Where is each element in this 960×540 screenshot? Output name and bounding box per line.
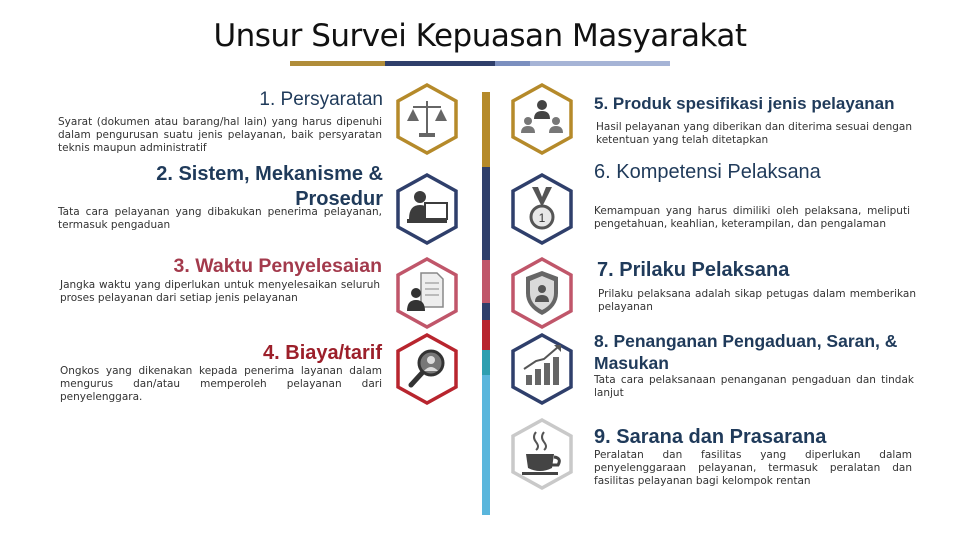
- item-9-title: 9. Sarana dan Prasarana: [594, 426, 827, 448]
- team-icon: [510, 83, 574, 155]
- officer-desk-icon: [395, 173, 459, 245]
- item-1-description: Syarat (dokumen atau barang/hal lain) yang harus dipenuhi dalam pengurusan suatu jenis pelayanan, baik persyaratan teknis maupun administratif: [58, 116, 382, 154]
- timeline-segment-mauve: [482, 260, 490, 303]
- item-2-title: 2. Sistem, Mekanisme & Prosedur: [156, 163, 383, 210]
- item-8-title: 8. Penanganan Pengaduan, Saran, & Masukan: [594, 331, 898, 373]
- timeline-segment-navy: [482, 167, 490, 260]
- item-6-title: 6. Kompetensi Pelaksana: [594, 161, 821, 183]
- item-3-description: Jangka waktu yang diperlukan untuk menyelesaikan seluruh proses pelayanan dari setiap jenis pelayanan: [60, 279, 380, 304]
- magnifier-person-icon: [395, 333, 459, 405]
- item-8-description: Tata cara pelaksanaan penanganan pengaduan dan tindak lanjut: [594, 374, 914, 399]
- timeline-segment-gold: [482, 92, 490, 167]
- item-6-description: Kemampuan yang harus dimiliki oleh pelaksana, meliputi pengetahuan, keahlian, keterampilan, dan pengalaman: [594, 205, 910, 230]
- item-1-title: 1. Persyaratan: [259, 89, 383, 110]
- timeline-segment-red: [482, 320, 490, 350]
- item-3-hexagon: [395, 257, 459, 329]
- document-person-icon: [395, 257, 459, 329]
- medal-number: 1: [538, 211, 546, 225]
- title-underline-navy: [385, 61, 495, 66]
- item-4-description: Ongkos yang dikenakan kepada penerima layanan dalam mengurus dan/atau memperoleh pelayanan dari penyelenggara.: [60, 365, 382, 403]
- item-2-hexagon: [395, 173, 459, 245]
- title-underline-gold: [290, 61, 385, 66]
- item-2-description: Tata cara pelayanan yang dibakukan penerima pelayanan, termasuk pengaduan: [58, 206, 382, 231]
- page-title: Unsur Survei Kepuasan Masyarakat: [213, 18, 747, 54]
- shield-person-icon: [510, 257, 574, 329]
- item-6-hexagon: [510, 173, 574, 245]
- item-1-hexagon: [395, 83, 459, 155]
- item-5-hexagon: [510, 83, 574, 155]
- item-8-hexagon: [510, 333, 574, 405]
- scales-icon: [395, 83, 459, 155]
- coffee-cup-icon: [510, 418, 574, 490]
- title-underline-blue: [495, 61, 530, 66]
- item-3-title: 3. Waktu Penyelesaian: [173, 255, 382, 277]
- medal-icon: [510, 173, 574, 245]
- timeline-segment-cyan: [482, 375, 490, 515]
- item-7-hexagon: [510, 257, 574, 329]
- growth-chart-icon: [510, 333, 574, 405]
- timeline-segment-navy2: [482, 303, 490, 320]
- item-5-title: 5. Produk spesifikasi jenis pelayanan: [594, 94, 895, 113]
- title-underline-lightblue: [530, 61, 670, 66]
- item-4-title: 4. Biaya/tarif: [263, 342, 382, 364]
- item-4-hexagon: [395, 333, 459, 405]
- timeline-segment-teal: [482, 350, 490, 375]
- item-5-description: Hasil pelayanan yang diberikan dan diterima sesuai dengan ketentuan yang telah ditetapkan: [596, 121, 912, 146]
- item-7-description: Prilaku pelaksana adalah sikap petugas dalam memberikan pelayanan: [598, 288, 916, 313]
- item-7-title: 7. Prilaku Pelaksana: [597, 259, 790, 281]
- item-9-hexagon: [510, 418, 574, 490]
- item-9-description: Peralatan dan fasilitas yang diperlukan dalam penyelenggaraan pelayanan, termasuk peralatan dan fasilitas pelayanan bagi kelompok rentan: [594, 449, 912, 487]
